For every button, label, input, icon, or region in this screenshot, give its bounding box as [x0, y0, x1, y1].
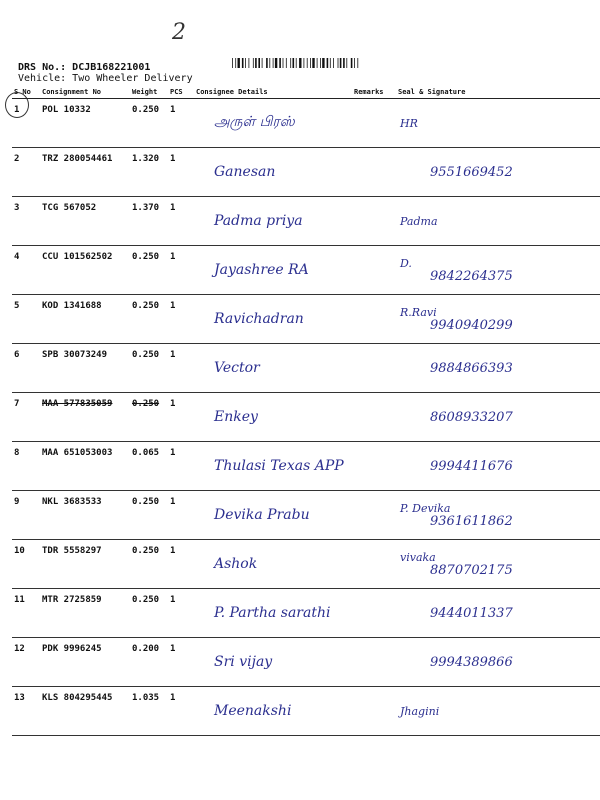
row-weight: [130, 344, 168, 393]
table-row: [12, 638, 600, 687]
col-header-remarks: Remarks: [352, 86, 396, 99]
table-row: [12, 344, 600, 393]
row-pcs: [168, 393, 194, 442]
row-remarks: [352, 442, 396, 491]
row-pcs: [168, 491, 194, 540]
barcode-bar: [266, 58, 268, 68]
row-sno-text: 8: [14, 448, 20, 458]
row-sno-text: 11: [14, 595, 25, 605]
handwritten-consignee: Ravichadran: [214, 311, 304, 327]
row-seal-signature: [396, 442, 600, 491]
barcode-bar: [249, 58, 250, 68]
row-sno-text: 10: [14, 546, 25, 556]
barcode-bar: [299, 58, 301, 68]
row-weight-text: 0.250: [132, 497, 160, 507]
row-weight: [130, 442, 168, 491]
barcode-bar: [290, 58, 291, 68]
row-remarks: [352, 344, 396, 393]
signature-phone: 9940940299: [430, 318, 513, 333]
row-seal-signature: [396, 246, 600, 295]
signature-text: vivaka: [400, 551, 436, 564]
handwritten-signature: [398, 551, 600, 577]
table-row: [12, 589, 600, 638]
row-pcs-text: 1: [170, 203, 176, 213]
barcode-bar: [320, 58, 321, 68]
barcode-bar: [253, 58, 254, 68]
row-sno-text: 12: [14, 644, 25, 654]
row-remarks: [352, 638, 396, 687]
row-sno-text: 9: [14, 497, 20, 507]
handwritten-signature: [398, 656, 600, 669]
row-seal-signature: [396, 197, 600, 246]
row-consignee-details: [194, 687, 352, 736]
handwritten-signature: [398, 502, 600, 528]
handwritten-remarks: [354, 116, 360, 131]
row-seal-signature: [396, 638, 600, 687]
table-body: [12, 99, 600, 736]
row-consignment-no-text: POL 10332: [42, 105, 91, 115]
handwritten-consignee: Enkey: [214, 409, 258, 425]
handwritten-signature: [398, 460, 600, 473]
barcode-bar: [296, 58, 297, 68]
handwritten-remarks: [354, 459, 360, 474]
row-sno: [12, 442, 40, 491]
row-weight: [130, 99, 168, 148]
row-consignment-no: [40, 99, 130, 148]
row-consignment-no-text: TDR 5558297: [42, 546, 102, 556]
row-consignment-no: [40, 491, 130, 540]
signature-text: D.: [400, 257, 412, 270]
table-row: [12, 197, 600, 246]
barcode-bar: [340, 58, 342, 68]
barcode-bar: [232, 58, 233, 68]
handwritten-remarks: [354, 557, 360, 572]
row-pcs-text: 1: [170, 546, 176, 556]
row-consignee-details: [194, 589, 352, 638]
signature-phone: 9551669452: [430, 164, 513, 180]
handwritten-remarks: [354, 508, 360, 523]
row-weight: [130, 687, 168, 736]
barcode-bar: [258, 58, 260, 68]
row-weight-text: 0.250: [132, 350, 160, 360]
col-header-seal: Seal & Signature: [396, 86, 600, 99]
signature-phone: 9884866393: [430, 360, 513, 376]
row-pcs-text: 1: [170, 301, 176, 311]
signature-phone: 9361611862: [430, 514, 513, 529]
barcode-bar: [275, 58, 277, 68]
row-consignment-no-text: CCU 101562502: [42, 252, 113, 262]
row-pcs: [168, 148, 194, 197]
row-consignment-no: [40, 638, 130, 687]
row-remarks: [352, 589, 396, 638]
row-pcs-text: 1: [170, 448, 176, 458]
barcode-bar: [327, 58, 329, 68]
row-consignment-no-text: MTR 2725859: [42, 595, 102, 605]
signature-phone: 9444011337: [430, 605, 513, 621]
barcode-bar: [310, 58, 311, 68]
handwritten-remarks: [354, 410, 360, 425]
row-weight: [130, 638, 168, 687]
row-sno-text: 13: [14, 693, 25, 703]
row-pcs-text: 1: [170, 252, 176, 262]
row-weight-text: 0.250: [132, 595, 160, 605]
table-row: [12, 148, 600, 197]
row-pcs: [168, 589, 194, 638]
row-pcs: [168, 687, 194, 736]
row-consignment-no-text: NKL 3683533: [42, 497, 102, 507]
table-row: [12, 540, 600, 589]
signature-phone: 9842264375: [430, 269, 513, 284]
handwritten-signature: [398, 215, 600, 228]
barcode-bar: [286, 58, 287, 68]
row-seal-signature: [396, 393, 600, 442]
row-sno: [12, 148, 40, 197]
barcode-bar: [357, 58, 358, 68]
handwritten-signature: [398, 362, 600, 375]
handwritten-consignee: Meenakshi: [214, 703, 292, 719]
delivery-run-sheet: [12, 86, 588, 736]
handwritten-consignee: P. Partha sarathi: [214, 605, 331, 621]
row-consignee-details: [194, 393, 352, 442]
signature-text: Padma: [400, 214, 438, 228]
row-remarks: [352, 491, 396, 540]
table-row: [12, 393, 600, 442]
row-weight: [130, 491, 168, 540]
barcode-bar: [333, 58, 334, 68]
row-weight: [130, 197, 168, 246]
row-sno-text: 1: [14, 105, 20, 115]
row-pcs: [168, 540, 194, 589]
table-row: [12, 246, 600, 295]
row-weight-text: 0.250: [132, 399, 160, 409]
col-header-weight: Weight: [130, 86, 168, 99]
row-weight-text: 0.200: [132, 644, 160, 654]
row-consignment-no: [40, 442, 130, 491]
handwritten-signature: [398, 117, 600, 130]
row-consignee-details: [194, 246, 352, 295]
row-sno: [12, 197, 40, 246]
row-pcs: [168, 295, 194, 344]
row-consignee-details: [194, 295, 352, 344]
row-sno-text: 7: [14, 399, 20, 409]
barcode-bar: [242, 58, 244, 68]
handwritten-remarks: [354, 606, 360, 621]
row-consignment-no-text: MAA 651053003: [42, 448, 113, 458]
handwritten-consignee: Jayashree RA: [214, 262, 309, 278]
row-consignee-details: [194, 344, 352, 393]
row-pcs-text: 1: [170, 105, 176, 115]
row-consignment-no-text: TRZ 280054461: [42, 154, 113, 164]
row-remarks: [352, 197, 396, 246]
row-seal-signature: [396, 589, 600, 638]
barcode-bar: [351, 58, 353, 68]
row-consignee-details: [194, 197, 352, 246]
row-pcs-text: 1: [170, 693, 176, 703]
row-sno: [12, 687, 40, 736]
handwritten-consignee: Devika Prabu: [214, 507, 310, 523]
row-sno: [12, 246, 40, 295]
row-consignment-no: [40, 589, 130, 638]
handwritten-consignee: Sri vijay: [214, 654, 273, 670]
row-pcs-text: 1: [170, 595, 176, 605]
row-pcs-text: 1: [170, 154, 176, 164]
signature-phone: 9994411676: [430, 458, 513, 474]
row-consignment-no: [40, 393, 130, 442]
handwritten-consignee: Padma priya: [214, 213, 303, 229]
row-sno-text: 4: [14, 252, 20, 262]
row-remarks: [352, 393, 396, 442]
barcode-bar: [304, 58, 305, 68]
table-header-row: [12, 86, 600, 99]
row-consignee-details: [194, 491, 352, 540]
barcode-bar: [307, 58, 308, 68]
handwritten-consignee: Ashok: [214, 556, 258, 572]
drs-number: DRS No.: DCJB168221001: [18, 62, 151, 73]
row-weight: [130, 148, 168, 197]
table-row: [12, 295, 600, 344]
row-seal-signature: [396, 540, 600, 589]
barcode-bar: [338, 58, 339, 68]
row-pcs: [168, 246, 194, 295]
barcode-bar: [283, 58, 284, 68]
row-consignment-no: [40, 540, 130, 589]
signature-phone: 8870702175: [430, 563, 513, 578]
table-row: [12, 442, 600, 491]
row-seal-signature: [396, 99, 600, 148]
row-sno-text: 3: [14, 203, 20, 213]
handwritten-signature: [398, 411, 600, 424]
handwritten-consignee: Vector: [214, 360, 260, 376]
handwritten-signature: [398, 257, 600, 283]
barcode-bar: [293, 58, 295, 68]
page-number-mark: 2: [172, 20, 186, 45]
row-pcs: [168, 442, 194, 491]
row-seal-signature: [396, 491, 600, 540]
row-weight-text: 0.250: [132, 252, 160, 262]
barcode-bar: [330, 58, 331, 68]
row-consignment-no-text: PDK 9996245: [42, 644, 102, 654]
row-sno: [12, 99, 40, 148]
row-remarks: [352, 148, 396, 197]
table-row: [12, 491, 600, 540]
row-sno: [12, 393, 40, 442]
row-weight-text: 0.065: [132, 448, 160, 458]
barcode-bar: [354, 58, 355, 68]
col-header-consignee: Consignee Details: [194, 86, 352, 99]
row-consignee-details: [194, 99, 352, 148]
row-sno-text: 2: [14, 154, 20, 164]
row-pcs-text: 1: [170, 644, 176, 654]
barcode: [232, 58, 360, 68]
row-pcs: [168, 344, 194, 393]
row-consignment-no-text: MAA 577835059: [42, 399, 113, 409]
handwritten-remarks: [354, 214, 360, 229]
row-weight: [130, 540, 168, 589]
vehicle-type: Vehicle: Two Wheeler Delivery: [18, 73, 193, 84]
signature-phone: 9994389866: [430, 654, 513, 670]
col-header-sno: S No: [12, 86, 40, 99]
table-row: [12, 99, 600, 148]
handwritten-consignee: Thulasi Texas APP: [214, 458, 344, 474]
handwritten-consignee: Ganesan: [214, 164, 276, 180]
row-weight: [130, 589, 168, 638]
row-consignment-no: [40, 687, 130, 736]
handwritten-remarks: [354, 312, 360, 327]
barcode-bar: [235, 58, 236, 68]
barcode-bar: [322, 58, 324, 68]
handwritten-signature: [398, 166, 600, 179]
handwritten-remarks: [354, 704, 360, 719]
row-weight: [130, 393, 168, 442]
signature-text: Jhagini: [400, 704, 440, 718]
row-weight: [130, 295, 168, 344]
handwritten-consignee: அருள் பிரஸ்: [214, 114, 295, 130]
row-sno: [12, 344, 40, 393]
row-seal-signature: [396, 344, 600, 393]
row-weight: [130, 246, 168, 295]
table-row: [12, 687, 600, 736]
row-pcs: [168, 99, 194, 148]
handwritten-remarks: [354, 165, 360, 180]
row-consignment-no: [40, 295, 130, 344]
row-sno-text: 6: [14, 350, 20, 360]
row-weight-text: 1.035: [132, 693, 160, 703]
row-consignment-no-text: TCG 567052: [42, 203, 97, 213]
row-sno: [12, 295, 40, 344]
barcode-bar: [273, 58, 274, 68]
row-consignment-no: [40, 148, 130, 197]
signature-text: R.Ravi: [400, 306, 437, 319]
col-header-consignment: Consignment No: [40, 86, 130, 99]
row-sno-text: 5: [14, 301, 20, 311]
row-weight-text: 1.320: [132, 154, 160, 164]
barcode-bar: [343, 58, 345, 68]
row-weight-text: 0.250: [132, 301, 160, 311]
barcode-bar: [245, 58, 246, 68]
row-seal-signature: [396, 295, 600, 344]
row-consignment-no: [40, 246, 130, 295]
signature-text: P. Devika: [400, 502, 451, 515]
col-header-pcs: PCS: [168, 86, 194, 99]
row-weight-text: 0.250: [132, 105, 160, 115]
row-consignment-no-text: SPB 30073249: [42, 350, 108, 360]
row-consignee-details: [194, 638, 352, 687]
row-sno: [12, 638, 40, 687]
handwritten-remarks: [354, 361, 360, 376]
barcode-bar: [262, 58, 263, 68]
row-consignee-details: [194, 148, 352, 197]
barcode-bar: [346, 58, 347, 68]
signature-phone: 8608933207: [430, 409, 513, 425]
handwritten-remarks: [354, 263, 360, 278]
row-weight-text: 0.250: [132, 546, 160, 556]
handwritten-signature: [398, 705, 600, 718]
row-pcs: [168, 638, 194, 687]
row-consignee-details: [194, 442, 352, 491]
row-remarks: [352, 295, 396, 344]
row-sno: [12, 491, 40, 540]
row-remarks: [352, 246, 396, 295]
handwritten-remarks: [354, 655, 360, 670]
row-sno: [12, 540, 40, 589]
barcode-bar: [312, 58, 314, 68]
signature-text: HR: [400, 116, 418, 130]
barcode-bar: [279, 58, 281, 68]
row-pcs: [168, 197, 194, 246]
barcode-bar: [238, 58, 240, 68]
row-seal-signature: [396, 687, 600, 736]
barcode-bar: [269, 58, 270, 68]
row-weight-text: 1.370: [132, 203, 160, 213]
row-seal-signature: [396, 148, 600, 197]
barcode-bar: [317, 58, 318, 68]
row-sno: [12, 589, 40, 638]
consignment-table: [12, 86, 600, 736]
row-consignee-details: [194, 540, 352, 589]
row-consignment-no-text: KLS 804295445: [42, 693, 113, 703]
row-pcs-text: 1: [170, 497, 176, 507]
row-remarks: [352, 687, 396, 736]
row-remarks: [352, 540, 396, 589]
row-consignment-no: [40, 197, 130, 246]
row-pcs-text: 1: [170, 399, 176, 409]
row-consignment-no: [40, 344, 130, 393]
row-pcs-text: 1: [170, 350, 176, 360]
handwritten-signature: [398, 306, 600, 332]
row-consignment-no-text: KOD 1341688: [42, 301, 102, 311]
row-remarks: [352, 99, 396, 148]
handwritten-signature: [398, 607, 600, 620]
barcode-bar: [255, 58, 257, 68]
